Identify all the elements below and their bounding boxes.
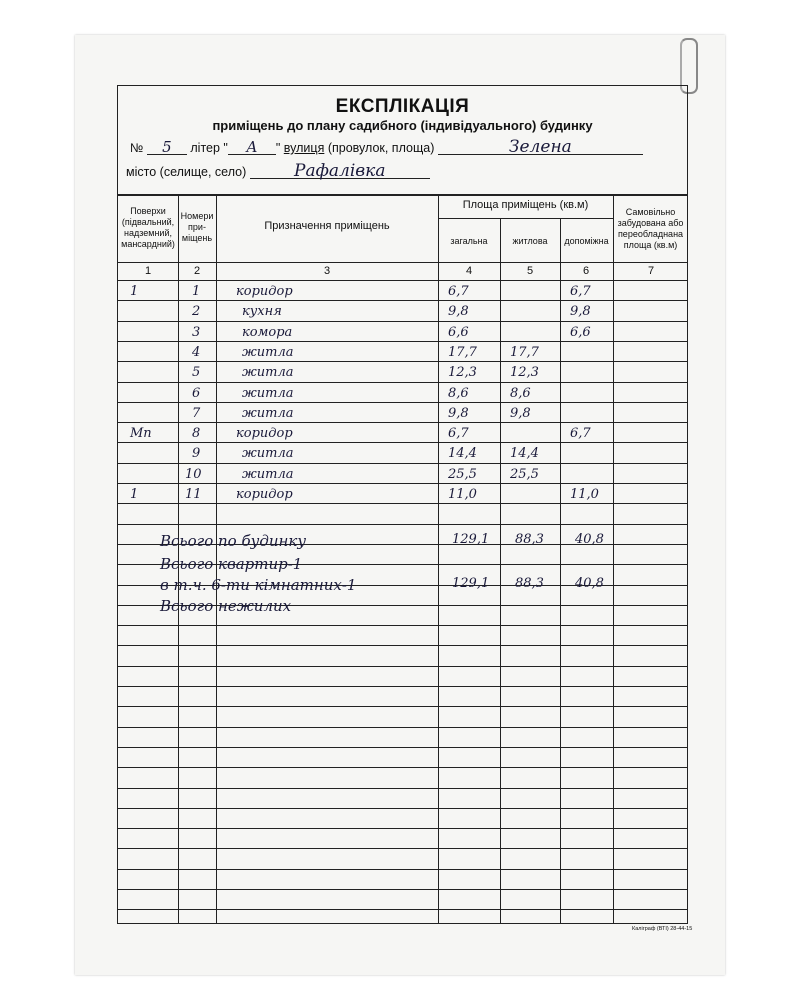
summary-text: в т.ч. 6-ти кімнатних-1 — [160, 576, 357, 594]
row-line — [117, 747, 688, 748]
form-footer: Каліграф (ВТІ) 28-44-15 — [632, 926, 693, 932]
column-line — [613, 194, 614, 924]
summary-aux: 40,8 — [575, 532, 604, 547]
column-line — [438, 194, 439, 924]
street-rest: (провулок, площа) — [327, 141, 435, 155]
row-line — [117, 382, 688, 383]
cell-num: 11 — [185, 487, 202, 502]
cell-num: 5 — [192, 365, 201, 381]
unauthorized-area-header: Самовільно забудована або переобладнана площа (кв.м) — [617, 207, 684, 250]
cell-name: житла — [242, 446, 294, 462]
cell-total: 6,6 — [448, 324, 469, 340]
cell-num: 2 — [192, 304, 201, 320]
row-line — [117, 503, 688, 504]
row-line — [117, 402, 688, 403]
cell-living: 9,8 — [510, 405, 531, 421]
column-line — [560, 218, 561, 924]
row-line — [117, 686, 688, 687]
cell-name: житла — [242, 466, 294, 482]
cell-name: коридор — [236, 487, 293, 502]
cell-num: 10 — [185, 466, 202, 482]
summary-living: 88,3 — [515, 532, 544, 547]
summary-text: Всього квартир-1 — [160, 555, 303, 573]
row-line — [117, 909, 688, 910]
number-label: № — [130, 141, 144, 155]
total-area-header: загальна — [450, 236, 488, 246]
row-line — [117, 889, 688, 890]
cell-total: 25,5 — [448, 466, 477, 482]
cell-living: 17,7 — [510, 344, 539, 360]
city-label: місто — [126, 165, 157, 179]
document-subtitle: приміщень до плану садибного (індивідуального) будинку — [212, 118, 593, 133]
cell-num: 3 — [192, 324, 201, 340]
aux-area-header: допоміжна — [564, 236, 609, 246]
row-line — [117, 645, 688, 646]
cell-name: житла — [242, 405, 294, 421]
row-line — [117, 706, 688, 707]
summary-total: 129,1 — [452, 532, 490, 547]
row-line — [117, 463, 688, 464]
cell-living: 14,4 — [510, 446, 539, 462]
row-line — [117, 321, 688, 322]
cell-living: 12,3 — [510, 365, 539, 381]
cell-num: 9 — [192, 446, 201, 462]
cell-name: коридор — [236, 426, 293, 442]
cell-living: 8,6 — [510, 385, 531, 401]
city-rest: (селище, село) — [159, 165, 247, 179]
row-line — [117, 280, 688, 281]
cell-total: 17,7 — [448, 344, 477, 360]
summary-text: Всього по будинку — [160, 532, 307, 550]
floors-header: Поверхи (підвальний, надземний, мансардний) — [121, 206, 175, 249]
purpose-header: Призначення приміщень — [264, 220, 390, 232]
cell-aux: 6,7 — [570, 426, 591, 442]
cell-name: житла — [242, 344, 294, 360]
cell-total: 8,6 — [448, 385, 469, 401]
row-line — [117, 666, 688, 667]
cell-name: комора — [242, 324, 293, 340]
row-line — [117, 788, 688, 789]
header-bottom-line — [117, 262, 688, 263]
street-label: вулиця — [283, 141, 325, 155]
row-line — [117, 625, 688, 626]
column-line — [500, 218, 501, 924]
row-line — [117, 341, 688, 342]
address-line-1: № 5 літер " А " вулиця (провулок, площа) Зелена — [130, 140, 643, 155]
cell-floor: 1 — [130, 487, 139, 502]
row-line — [117, 300, 688, 301]
document-title: ЕКСПЛІКАЦІЯ — [335, 96, 470, 117]
row-line — [117, 422, 688, 423]
row-line — [117, 442, 688, 443]
cell-total: 6,7 — [448, 284, 469, 299]
cell-name: кухня — [242, 304, 282, 320]
cell-aux: 9,8 — [570, 304, 591, 320]
summary-aux: 40,8 — [575, 576, 604, 591]
cell-name: коридор — [236, 284, 293, 299]
cell-total: 14,4 — [448, 446, 477, 462]
row-line — [117, 828, 688, 829]
row-line — [117, 727, 688, 728]
cell-num: 8 — [192, 426, 201, 442]
street-value: Зелена — [438, 140, 643, 155]
city-value: Рафалівка — [250, 164, 430, 179]
cell-aux: 11,0 — [570, 487, 599, 502]
cell-total: 9,8 — [448, 304, 469, 320]
col-number-1: 1 — [144, 265, 152, 277]
cell-total: 9,8 — [448, 405, 469, 421]
row-line — [117, 808, 688, 809]
cell-aux: 6,7 — [570, 284, 591, 299]
row-line — [117, 869, 688, 870]
area-group-header: Площа приміщень (кв.м) — [462, 199, 589, 211]
row-line — [117, 361, 688, 362]
cell-living: 25,5 — [510, 466, 539, 482]
cell-num: 4 — [192, 344, 201, 360]
cell-total: 12,3 — [448, 365, 477, 381]
cell-aux: 6,6 — [570, 324, 591, 340]
cell-floor: Мп — [130, 426, 152, 442]
table-top-line — [117, 194, 688, 196]
row-line — [117, 848, 688, 849]
area-group-line — [438, 218, 613, 219]
liter-value: А — [228, 140, 276, 155]
col-number-6: 6 — [582, 265, 590, 277]
summary-text: Всього нежилих — [160, 597, 292, 615]
cell-total: 11,0 — [448, 487, 477, 502]
liter-label: літер — [190, 141, 220, 155]
summary-living: 88,3 — [515, 576, 544, 591]
cell-name: житла — [242, 385, 294, 401]
number-value: 5 — [147, 140, 187, 155]
room-numbers-header: Номери при- міщень — [180, 211, 214, 243]
row-line — [117, 483, 688, 484]
cell-num: 7 — [192, 405, 201, 421]
cell-num: 6 — [192, 385, 201, 401]
col-number-3: 3 — [323, 265, 331, 277]
cell-floor: 1 — [130, 284, 139, 299]
cell-name: житла — [242, 365, 294, 381]
address-line-2 — [126, 161, 430, 181]
col-number-2: 2 — [193, 265, 201, 277]
row-line — [117, 524, 688, 525]
cell-total: 6,7 — [448, 426, 469, 442]
col-number-7: 7 — [647, 265, 655, 277]
summary-total: 129,1 — [452, 576, 490, 591]
col-number-4: 4 — [465, 265, 473, 277]
col-number-5: 5 — [526, 265, 534, 277]
living-area-header: житлова — [512, 236, 548, 246]
row-line — [117, 767, 688, 768]
cell-num: 1 — [192, 284, 201, 299]
